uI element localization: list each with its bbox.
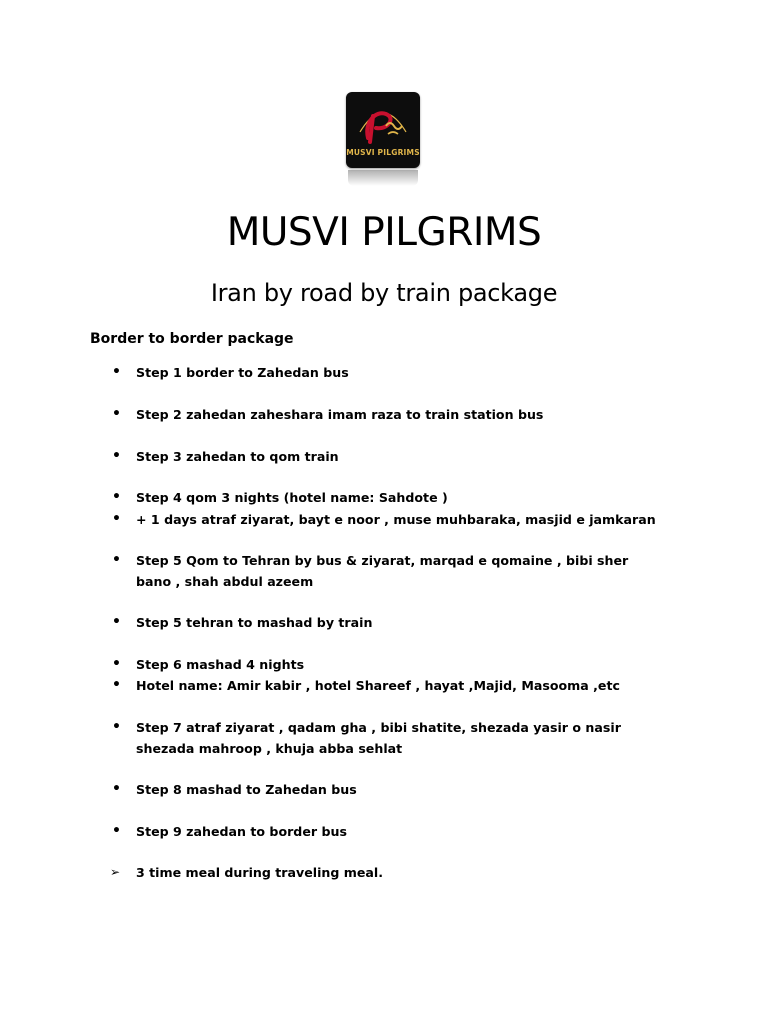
logo bbox=[346, 92, 422, 192]
page-subtitle: Iran by road by train package bbox=[210, 279, 558, 307]
bullet-icon: • bbox=[112, 406, 121, 422]
list-item: Step 6 mashad 4 nights bbox=[136, 657, 305, 672]
final-note: 3 time meal during traveling meal. bbox=[136, 865, 384, 880]
logo-reflection bbox=[348, 170, 418, 186]
logo-badge bbox=[346, 92, 420, 168]
bullet-icon: • bbox=[112, 719, 121, 735]
list-item: Step 7 atraf ziyarat , qadam gha , bibi shatite, shezada yasir o nasir shezada mahroop , khuja abba sehlat bbox=[136, 720, 621, 756]
bullet-icon: • bbox=[112, 656, 121, 672]
bullet-icon: • bbox=[112, 448, 121, 464]
list-item: Step 5 tehran to mashad by train bbox=[136, 615, 373, 630]
list-item: Hotel name: Amir kabir , hotel Shareef , hayat ,Majid, Masooma ,etc bbox=[136, 678, 620, 693]
page-title: MUSVI PILGRIMS bbox=[226, 210, 542, 255]
list-item: Step 1 border to Zahedan bus bbox=[136, 365, 349, 380]
bullet-icon: • bbox=[112, 677, 121, 693]
list-item: Step 9 zahedan to border bus bbox=[136, 824, 347, 839]
logo-text: MUSVI PILGRIMS bbox=[346, 148, 420, 157]
bullet-icon: • bbox=[112, 364, 121, 380]
list-item: + 1 days atraf ziyarat, bayt e noor , muse muhbaraka, masjid e jamkaran bbox=[136, 512, 656, 527]
bullet-icon: • bbox=[112, 614, 121, 630]
list-item: Step 3 zahedan to qom train bbox=[136, 449, 339, 464]
list-item: Step 5 Qom to Tehran by bus & ziyarat, marqad e qomaine , bibi sher bano , shah abdul azeem bbox=[136, 553, 629, 589]
bullet-icon: • bbox=[112, 781, 121, 797]
bullet-icon: • bbox=[112, 489, 121, 505]
list-item: Step 2 zahedan zaheshara imam raza to train station bus bbox=[136, 407, 544, 422]
list-item: Step 8 mashad to Zahedan bus bbox=[136, 782, 357, 797]
bullet-icon: • bbox=[112, 552, 121, 568]
list-item: Step 4 qom 3 nights (hotel name: Sahdote ) bbox=[136, 490, 448, 505]
bullet-icon: • bbox=[112, 511, 121, 527]
arrow-bullet-icon: ➢ bbox=[110, 865, 121, 879]
section-heading: Border to border package bbox=[90, 331, 294, 347]
bullet-icon: • bbox=[112, 823, 121, 839]
logo-emblem-icon bbox=[346, 92, 420, 152]
